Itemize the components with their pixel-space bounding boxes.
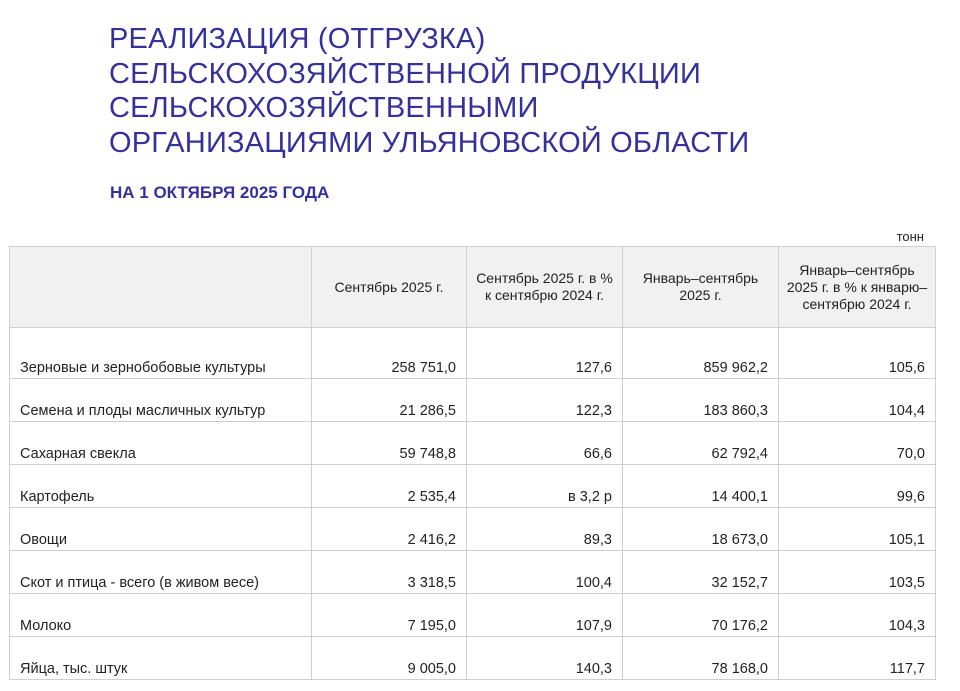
jan-sep-pct-cell: 104,4	[779, 379, 936, 422]
september-pct-cell: 66,6	[467, 422, 623, 465]
column-header-jan-sep-pct: Январь–сентябрь 2025 г. в % к январю–сентябрю 2024 г.	[779, 247, 936, 328]
table-body	[10, 328, 936, 680]
jan-sep-value-cell: 183 860,3	[623, 379, 779, 422]
product-name-cell: Зерновые и зернобобовые культуры	[10, 328, 312, 379]
jan-sep-pct-cell: 104,3	[779, 594, 936, 637]
september-pct-cell: 107,9	[467, 594, 623, 637]
column-header-september-pct: Сентябрь 2025 г. в % к сентябрю 2024 г.	[467, 247, 623, 328]
page-title-line: РЕАЛИЗАЦИЯ (ОТГРУЗКА)	[109, 23, 486, 55]
product-name-cell: Скот и птица - всего (в живом весе)	[10, 551, 312, 594]
table-row	[10, 379, 936, 422]
september-value-cell: 59 748,8	[312, 422, 467, 465]
september-value-cell: 258 751,0	[312, 328, 467, 379]
september-value-cell: 3 318,5	[312, 551, 467, 594]
table-header	[10, 247, 936, 328]
product-name-cell: Семена и плоды масличных культур	[10, 379, 312, 422]
jan-sep-pct-cell: 117,7	[779, 637, 936, 680]
product-name-cell: Картофель	[10, 465, 312, 508]
jan-sep-value-cell: 62 792,4	[623, 422, 779, 465]
page-title-line: СЕЛЬСКОХОЗЯЙСТВЕННЫМИ	[109, 92, 539, 124]
september-value-cell: 21 286,5	[312, 379, 467, 422]
jan-sep-pct-cell: 103,5	[779, 551, 936, 594]
page-title-line: СЕЛЬСКОХОЗЯЙСТВЕННОЙ ПРОДУКЦИИ	[109, 57, 702, 90]
product-name-cell: Сахарная свекла	[10, 422, 312, 465]
product-name-cell: Молоко	[10, 594, 312, 637]
table-row	[10, 508, 936, 551]
september-value-cell: 7 195,0	[312, 594, 467, 637]
table-row	[10, 637, 936, 680]
jan-sep-pct-cell: 99,6	[779, 465, 936, 508]
jan-sep-value-cell: 78 168,0	[623, 637, 779, 680]
september-pct-cell: 122,3	[467, 379, 623, 422]
september-pct-cell: 127,6	[467, 328, 623, 379]
jan-sep-pct-cell: 105,1	[779, 508, 936, 551]
jan-sep-value-cell: 859 962,2	[623, 328, 779, 379]
jan-sep-value-cell: 14 400,1	[623, 465, 779, 508]
page-title-line: ОРГАНИЗАЦИЯМИ УЛЬЯНОВСКОЙ ОБЛАСТИ	[109, 126, 750, 159]
table-row	[10, 551, 936, 594]
data-table	[9, 246, 936, 680]
september-pct-cell: в 3,2 р	[467, 465, 623, 508]
table-row	[10, 328, 936, 379]
september-pct-cell: 89,3	[467, 508, 623, 551]
page-subtitle: НА 1 ОКТЯБРЯ 2025 ГОДА	[110, 183, 330, 202]
table-row	[10, 465, 936, 508]
september-value-cell: 2 416,2	[312, 508, 467, 551]
column-header-product	[10, 247, 312, 328]
jan-sep-value-cell: 18 673,0	[623, 508, 779, 551]
page-title	[109, 22, 889, 160]
jan-sep-value-cell: 70 176,2	[623, 594, 779, 637]
jan-sep-pct-cell: 70,0	[779, 422, 936, 465]
unit-label: тонн	[896, 229, 924, 244]
september-value-cell: 9 005,0	[312, 637, 467, 680]
september-pct-cell: 100,4	[467, 551, 623, 594]
september-pct-cell: 140,3	[467, 637, 623, 680]
table-row	[10, 422, 936, 465]
product-name-cell: Яйца, тыс. штук	[10, 637, 312, 680]
september-value-cell: 2 535,4	[312, 465, 467, 508]
jan-sep-pct-cell: 105,6	[779, 328, 936, 379]
jan-sep-value-cell: 32 152,7	[623, 551, 779, 594]
column-header-jan-sep: Январь–сентябрь 2025 г.	[623, 247, 779, 328]
table-row	[10, 594, 936, 637]
column-header-september: Сентябрь 2025 г.	[312, 247, 467, 328]
table-header-row	[10, 247, 936, 328]
product-name-cell: Овощи	[10, 508, 312, 551]
